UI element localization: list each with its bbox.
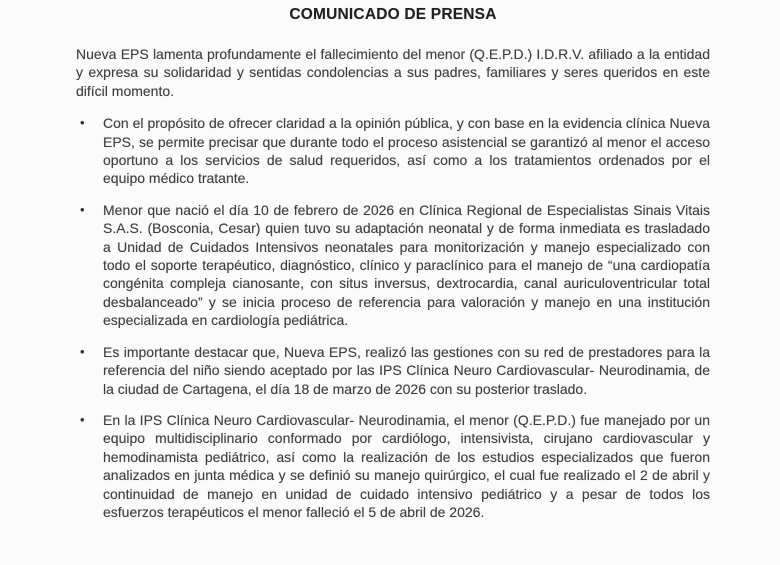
- bullet-item-nacimiento: [76, 201, 710, 330]
- bullet-icon: •: [80, 201, 85, 217]
- bullet-item-gestiones: [76, 343, 710, 398]
- intro-paragraph: Nueva EPS lamenta profundamente el fallecimiento del menor (Q.E.P.D.) I.D.R.V. afiliado a la entidad y expresa su solidaridad y sentidas condolencias a sus padres, familiares y seres queridos en este difícil momento.: [76, 46, 710, 99]
- bullet-text: En la IPS Clínica Neuro Cardiovascular- Neurodinamia, el menor (Q.E.P.D.) fue manejado por un equipo multidisciplinario conformado por cardiólogo, intensivista, cirujano cardiovascular y hemodinamista pediátrico, así como la realización de los estudios especializados que fueron analizados en junta médica y se definió su manejo quirúrgico, el cual fue realizado el 2 de abril y continuidad de manejo en unidad de cuidado intensivo pediátrico y a pesar de todos los esfuerzos terapéuticos el menor falleció el 5 de abril de 2026.: [103, 411, 710, 520]
- bullet-list: [76, 114, 710, 521]
- bullet-text: Es importante destacar que, Nueva EPS, realizó las gestiones con su red de prestadores para la referencia del niño siendo aceptado por las IPS Clínica Neuro Cardiovascular- Neurodinamia, de la ciudad de Cartagena, el día 18 de marzo de 2026 con su posterior traslado.: [103, 343, 710, 397]
- bullet-icon: •: [80, 115, 85, 131]
- bullet-item-manejo-ips: [76, 411, 710, 521]
- bullet-text: Menor que nació el día 10 de febrero de 2026 en Clínica Regional de Especialistas Sinais Vitais S.A.S. (Bosconia, Cesar) quien tuvo su adaptación neonatal y de forma inmediata es trasladado a Unidad de Cuidados Intensivos neonatales para monitorización y manejo especializado con todo el soporte terapéutico, diagnóstico, clínico y paraclínico para el manejo de “una cardiopatía congénita compleja cianosante, con situs inversus, dextrocardia, canal auriculoventricular total desbalanceado” y se inicia proceso de referencia para valoración y manejo en una institución especializada en cardiología pediátrica.: [103, 201, 710, 329]
- document-title: COMUNICADO DE PRENSA: [289, 6, 497, 23]
- bullet-item-claridad: [76, 114, 710, 188]
- bullet-icon: •: [80, 411, 85, 427]
- bullet-text: Con el propósito de ofrecer claridad a la opinión pública, y con base en la evidencia clínica Nueva EPS, se permite precisar que durante todo el proceso asistencial se garantizó al menor el acceso oportuno a los servicios de salud requeridos, así como a los tratamientos ordenados por el equipo médico tratante.: [103, 115, 710, 187]
- bullet-icon: •: [80, 343, 85, 359]
